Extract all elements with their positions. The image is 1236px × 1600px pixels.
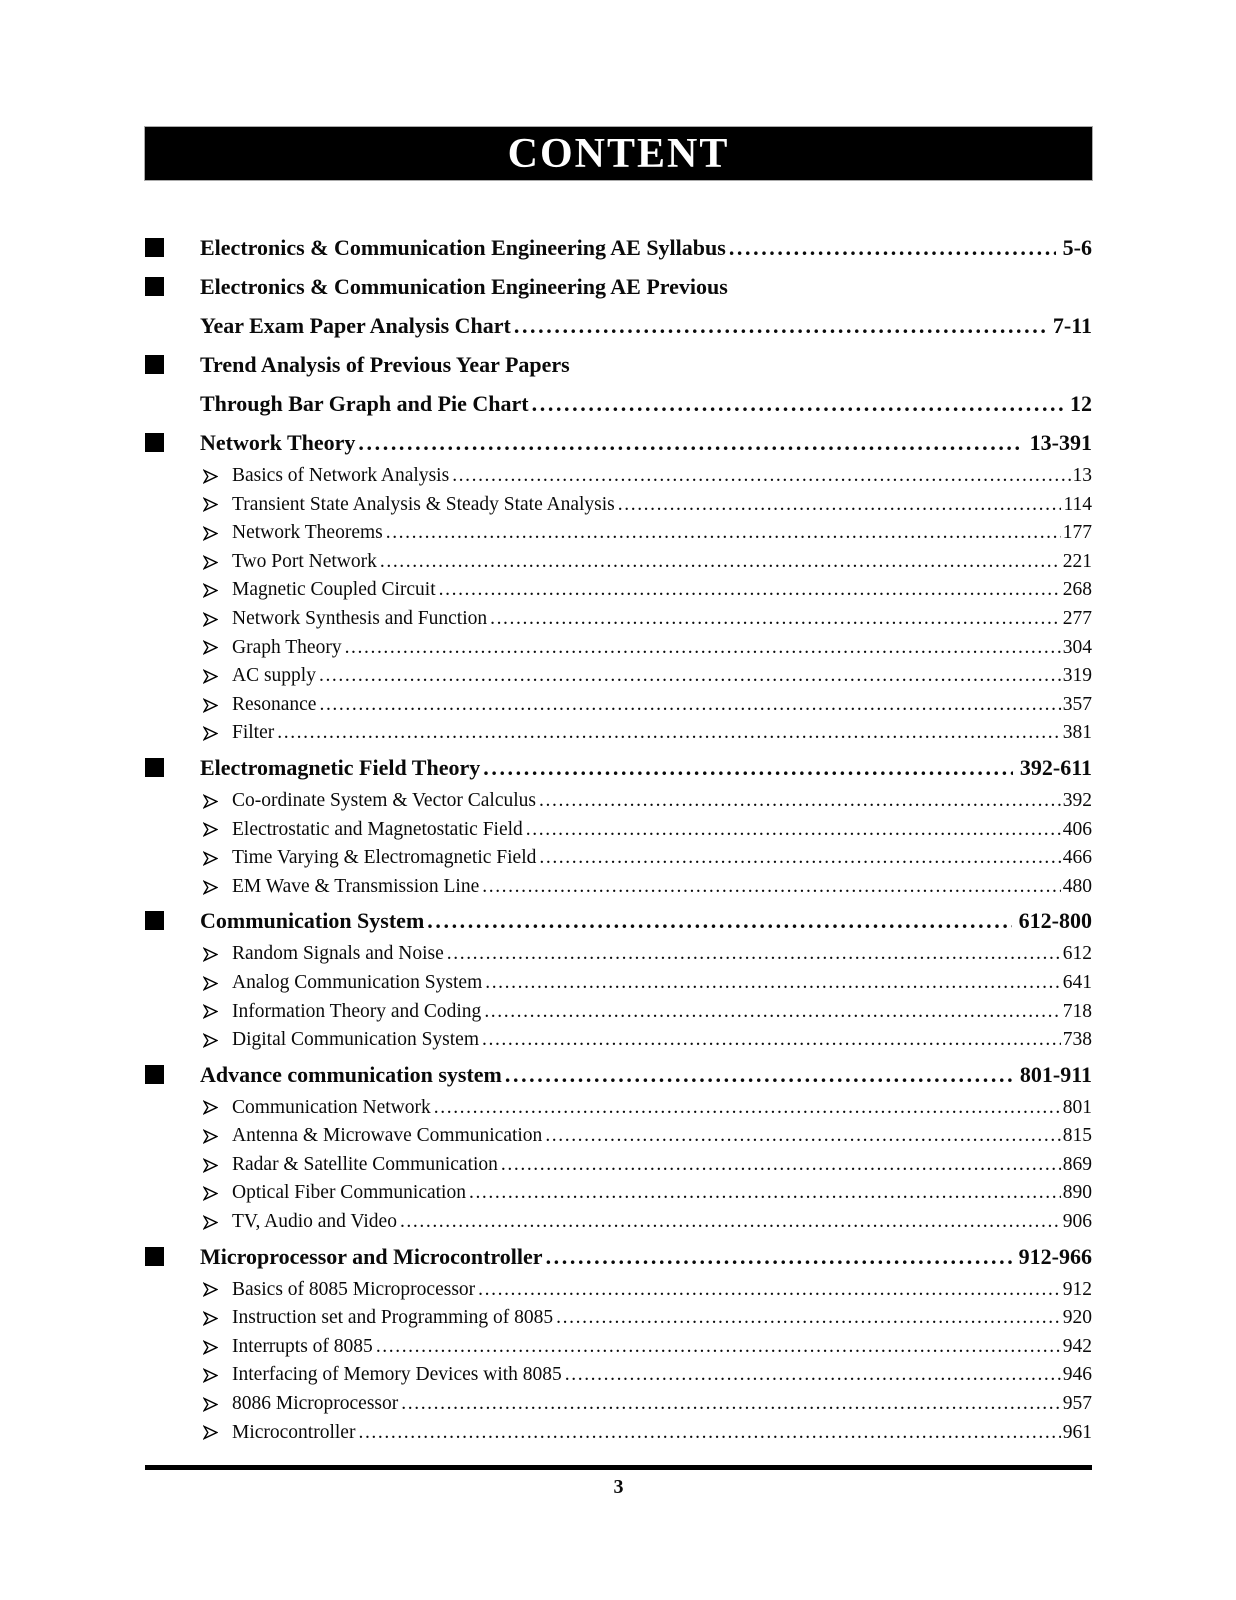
dot-leader bbox=[482, 1026, 1061, 1055]
toc-section-row bbox=[145, 267, 1092, 306]
dot-leader bbox=[501, 1151, 1061, 1180]
arrow-bullet-icon bbox=[203, 1215, 232, 1230]
toc-item-page: 114 bbox=[1063, 493, 1092, 515]
dot-leader bbox=[482, 873, 1061, 902]
arrow-bullet-icon bbox=[203, 1129, 232, 1144]
toc-sub-row bbox=[145, 548, 1092, 577]
toc-entry bbox=[145, 748, 1092, 901]
toc-sub-row bbox=[145, 816, 1092, 845]
toc-item-title: Filter bbox=[232, 722, 275, 744]
dot-leader bbox=[400, 1208, 1061, 1237]
toc-entry bbox=[145, 267, 1092, 345]
toc-sub-row bbox=[145, 969, 1092, 998]
toc-item-title: Basics of 8085 Microprocessor bbox=[232, 1278, 476, 1300]
dot-leader bbox=[539, 844, 1060, 873]
toc-item-title: Time Varying & Electromagnetic Field bbox=[232, 847, 537, 869]
dot-leader bbox=[319, 691, 1060, 720]
toc-entry bbox=[145, 228, 1092, 267]
toc-sub-row bbox=[145, 787, 1092, 816]
arrow-bullet-icon bbox=[203, 851, 232, 866]
toc-item-page: 319 bbox=[1062, 665, 1092, 687]
dot-leader bbox=[618, 491, 1062, 520]
arrow-bullet-icon bbox=[203, 794, 232, 809]
toc-section-row bbox=[145, 1237, 1092, 1276]
arrow-bullet-icon bbox=[203, 583, 232, 598]
toc-sub-row bbox=[145, 1094, 1092, 1123]
toc-section-title: Through Bar Graph and Pie Chart bbox=[200, 391, 529, 416]
arrow-bullet-icon bbox=[203, 880, 232, 895]
toc-item-page: 381 bbox=[1062, 722, 1092, 744]
toc-section-title: Network Theory bbox=[200, 430, 356, 455]
toc-item-title: Random Signals and Noise bbox=[232, 943, 444, 965]
toc-item-page: 480 bbox=[1062, 875, 1092, 897]
toc-item-title: Radar & Satellite Communication bbox=[232, 1153, 498, 1175]
footer-page-number: 3 bbox=[613, 1476, 624, 1499]
dot-leader bbox=[319, 662, 1061, 691]
toc-section-title: Electronics & Communication Engineering AE Syllabus bbox=[200, 235, 726, 260]
arrow-bullet-icon bbox=[203, 1397, 232, 1412]
footer-divider bbox=[145, 1465, 1092, 1470]
toc-item-page: 815 bbox=[1062, 1125, 1092, 1147]
toc-sub-row bbox=[145, 691, 1092, 720]
arrow-bullet-icon bbox=[203, 669, 232, 684]
toc-sub-row bbox=[145, 1179, 1092, 1208]
toc-section-page-range: 801-911 bbox=[1019, 1061, 1092, 1087]
arrow-bullet-icon bbox=[203, 1158, 232, 1173]
toc-item-title: EM Wave & Transmission Line bbox=[232, 875, 480, 897]
dot-leader bbox=[376, 1333, 1061, 1362]
toc-section-page-range: 12 bbox=[1070, 391, 1092, 416]
toc-section-row bbox=[145, 306, 1092, 345]
square-bullet-icon bbox=[145, 1247, 200, 1266]
arrow-bullet-icon bbox=[203, 1425, 232, 1440]
dot-leader bbox=[452, 462, 1070, 491]
toc-sub-row bbox=[145, 998, 1092, 1027]
square-bullet-icon bbox=[145, 758, 200, 777]
dot-leader bbox=[532, 384, 1063, 423]
arrow-bullet-icon bbox=[203, 822, 232, 837]
dot-leader bbox=[345, 634, 1061, 663]
toc-section-row bbox=[145, 1055, 1092, 1094]
toc-sub-row bbox=[145, 940, 1092, 969]
toc-item-page: 912 bbox=[1062, 1278, 1092, 1300]
toc-section-page-range: 7-11 bbox=[1052, 313, 1092, 338]
toc-item-page: 466 bbox=[1062, 847, 1092, 869]
toc-sub-row bbox=[145, 1333, 1092, 1362]
toc-item-page: 221 bbox=[1062, 550, 1092, 572]
toc-section-title: Electronics & Communication Engineering AE Previous bbox=[200, 274, 728, 299]
toc-item-page: 177 bbox=[1062, 522, 1092, 544]
dot-leader bbox=[484, 998, 1060, 1027]
dot-leader bbox=[439, 576, 1061, 605]
toc-section-page-range: 5-6 bbox=[1062, 235, 1092, 260]
dot-leader bbox=[401, 1390, 1060, 1419]
dot-leader bbox=[478, 1276, 1061, 1305]
dot-leader bbox=[277, 719, 1061, 748]
toc-sub-row bbox=[145, 719, 1092, 748]
toc-item-title: Basics of Network Analysis bbox=[232, 465, 450, 486]
toc-item-title: Graph Theory bbox=[232, 636, 342, 658]
toc-sub-row bbox=[145, 1151, 1092, 1180]
toc-section-title: Trend Analysis of Previous Year Papers bbox=[200, 352, 570, 377]
dot-leader bbox=[729, 228, 1056, 267]
toc-item-page: 906 bbox=[1062, 1211, 1092, 1233]
toc-item-page: 890 bbox=[1062, 1182, 1092, 1204]
toc-item-page: 738 bbox=[1062, 1029, 1092, 1051]
toc-sub-row bbox=[145, 1026, 1092, 1055]
arrow-bullet-icon bbox=[203, 1100, 232, 1115]
toc-item-title: AC supply bbox=[232, 665, 316, 687]
dot-leader bbox=[556, 1304, 1061, 1333]
dot-leader bbox=[386, 519, 1061, 548]
square-bullet-icon bbox=[145, 433, 200, 452]
toc-item-title: Network Synthesis and Function bbox=[232, 607, 488, 629]
arrow-bullet-icon bbox=[203, 469, 232, 484]
toc-section-title: Microprocessor and Microcontroller bbox=[200, 1243, 543, 1269]
arrow-bullet-icon bbox=[203, 698, 232, 713]
dot-leader bbox=[526, 816, 1061, 845]
arrow-bullet-icon bbox=[203, 947, 232, 962]
toc-item-page: 392 bbox=[1062, 789, 1092, 811]
toc-item-title: Two Port Network bbox=[232, 550, 377, 572]
toc-item-page: 869 bbox=[1062, 1153, 1092, 1175]
toc-entry bbox=[145, 345, 1092, 423]
toc-sub-row bbox=[145, 662, 1092, 691]
toc-item-page: 718 bbox=[1062, 1000, 1092, 1022]
toc-section-title: Year Exam Paper Analysis Chart bbox=[200, 313, 511, 338]
toc-section-title: Advance communication system bbox=[200, 1061, 502, 1087]
page-footer bbox=[145, 1465, 1092, 1499]
toc-item-page: 13 bbox=[1072, 465, 1092, 486]
toc-entry bbox=[145, 901, 1092, 1054]
dot-leader bbox=[358, 423, 1022, 462]
toc-sub-row bbox=[145, 634, 1092, 663]
dot-leader bbox=[490, 605, 1061, 634]
toc-sub-row bbox=[145, 1276, 1092, 1305]
dot-leader bbox=[514, 306, 1046, 345]
toc-sub-row bbox=[145, 1208, 1092, 1237]
toc-item-title: Interfacing of Memory Devices with 8085 bbox=[232, 1364, 562, 1386]
toc-item-page: 957 bbox=[1062, 1393, 1092, 1415]
toc-item-title: Interrupts of 8085 bbox=[232, 1335, 373, 1357]
toc-section-row bbox=[145, 901, 1092, 940]
toc-entry bbox=[145, 423, 1092, 748]
toc-sub-row bbox=[145, 1304, 1092, 1333]
dot-leader bbox=[469, 1179, 1061, 1208]
toc-section-page-range: 392-611 bbox=[1019, 754, 1092, 780]
toc-sub-row bbox=[145, 491, 1092, 520]
dot-leader bbox=[565, 1361, 1061, 1390]
toc-section-row bbox=[145, 748, 1092, 787]
toc-item-title: Information Theory and Coding bbox=[232, 1000, 482, 1022]
toc-section-title: Electromagnetic Field Theory bbox=[200, 754, 481, 780]
arrow-bullet-icon bbox=[203, 1311, 232, 1326]
dot-leader bbox=[447, 940, 1061, 969]
toc-entry bbox=[145, 1237, 1092, 1448]
dot-leader bbox=[358, 1419, 1060, 1448]
toc-item-title: Resonance bbox=[232, 693, 317, 715]
toc-sub-row bbox=[145, 1419, 1092, 1448]
arrow-bullet-icon bbox=[203, 497, 232, 512]
toc-item-title: Communication Network bbox=[232, 1096, 431, 1118]
toc-item-title: Instruction set and Programming of 8085 bbox=[232, 1307, 554, 1329]
toc-item-page: 641 bbox=[1062, 971, 1092, 993]
toc-item-page: 277 bbox=[1062, 607, 1092, 629]
toc-section-row bbox=[145, 384, 1092, 423]
toc-item-page: 357 bbox=[1062, 693, 1092, 715]
toc-section-page-range: 612-800 bbox=[1018, 908, 1092, 934]
toc-item-title: TV, Audio and Video bbox=[232, 1211, 397, 1233]
toc-item-title: Magnetic Coupled Circuit bbox=[232, 579, 436, 601]
toc-section-page-range: 912-966 bbox=[1018, 1243, 1092, 1269]
dot-leader bbox=[380, 548, 1061, 577]
arrow-bullet-icon bbox=[203, 640, 232, 655]
toc-sub-row bbox=[145, 519, 1092, 548]
toc-item-page: 920 bbox=[1062, 1307, 1092, 1329]
toc-item-page: 946 bbox=[1062, 1364, 1092, 1386]
dot-leader bbox=[485, 969, 1061, 998]
toc-entry bbox=[145, 1055, 1092, 1237]
dot-leader bbox=[434, 1094, 1061, 1123]
toc-sub-row bbox=[145, 1361, 1092, 1390]
dot-leader bbox=[427, 901, 1011, 940]
content-page bbox=[145, 127, 1092, 1499]
dot-leader bbox=[483, 748, 1013, 787]
toc-item-page: 612 bbox=[1062, 943, 1092, 965]
toc-item-page: 942 bbox=[1062, 1335, 1092, 1357]
toc-sub-row bbox=[145, 605, 1092, 634]
toc-section-row bbox=[145, 345, 1092, 384]
toc-sub-row bbox=[145, 462, 1092, 491]
toc-sub-row bbox=[145, 1390, 1092, 1419]
toc-section-title: Communication System bbox=[200, 908, 425, 934]
toc-item-title: Microcontroller bbox=[232, 1421, 356, 1443]
square-bullet-icon bbox=[145, 911, 200, 930]
square-bullet-icon bbox=[145, 277, 200, 296]
toc-item-title: Digital Communication System bbox=[232, 1029, 479, 1051]
toc-item-page: 406 bbox=[1062, 818, 1092, 840]
toc-item-page: 801 bbox=[1062, 1096, 1092, 1118]
toc-sub-row bbox=[145, 576, 1092, 605]
square-bullet-icon bbox=[145, 1065, 200, 1084]
arrow-bullet-icon bbox=[203, 726, 232, 741]
toc-sub-row bbox=[145, 1122, 1092, 1151]
arrow-bullet-icon bbox=[203, 555, 232, 570]
toc-item-page: 268 bbox=[1062, 579, 1092, 601]
content-header-bar bbox=[145, 127, 1092, 180]
toc-item-title: 8086 Microprocessor bbox=[232, 1393, 399, 1415]
toc-item-title: Analog Communication System bbox=[232, 971, 483, 993]
toc-item-title: Transient State Analysis & Steady State Analysis bbox=[232, 493, 615, 515]
toc-sub-row bbox=[145, 873, 1092, 902]
dot-leader bbox=[505, 1055, 1013, 1094]
toc-section-page-range: 13-391 bbox=[1029, 430, 1092, 455]
arrow-bullet-icon bbox=[203, 1186, 232, 1201]
toc-item-title: Co-ordinate System & Vector Calculus bbox=[232, 789, 537, 811]
toc-item-title: Electrostatic and Magnetostatic Field bbox=[232, 818, 523, 840]
square-bullet-icon bbox=[145, 238, 200, 257]
arrow-bullet-icon bbox=[203, 526, 232, 541]
arrow-bullet-icon bbox=[203, 1004, 232, 1019]
toc-sub-row bbox=[145, 844, 1092, 873]
page-title: CONTENT bbox=[507, 130, 730, 177]
toc-section-row bbox=[145, 228, 1092, 267]
toc-item-title: Antenna & Microwave Communication bbox=[232, 1125, 543, 1147]
dot-leader bbox=[546, 1237, 1012, 1276]
toc-item-title: Optical Fiber Communication bbox=[232, 1182, 466, 1204]
dot-leader bbox=[545, 1122, 1060, 1151]
table-of-contents bbox=[145, 228, 1092, 1447]
arrow-bullet-icon bbox=[203, 976, 232, 991]
toc-item-page: 304 bbox=[1062, 636, 1092, 658]
arrow-bullet-icon bbox=[203, 612, 232, 627]
arrow-bullet-icon bbox=[203, 1282, 232, 1297]
toc-item-page: 961 bbox=[1062, 1421, 1092, 1443]
arrow-bullet-icon bbox=[203, 1368, 232, 1383]
toc-section-row bbox=[145, 423, 1092, 462]
toc-item-title: Network Theorems bbox=[232, 522, 383, 544]
arrow-bullet-icon bbox=[203, 1033, 232, 1048]
square-bullet-icon bbox=[145, 355, 200, 374]
dot-leader bbox=[539, 787, 1061, 816]
arrow-bullet-icon bbox=[203, 1340, 232, 1355]
